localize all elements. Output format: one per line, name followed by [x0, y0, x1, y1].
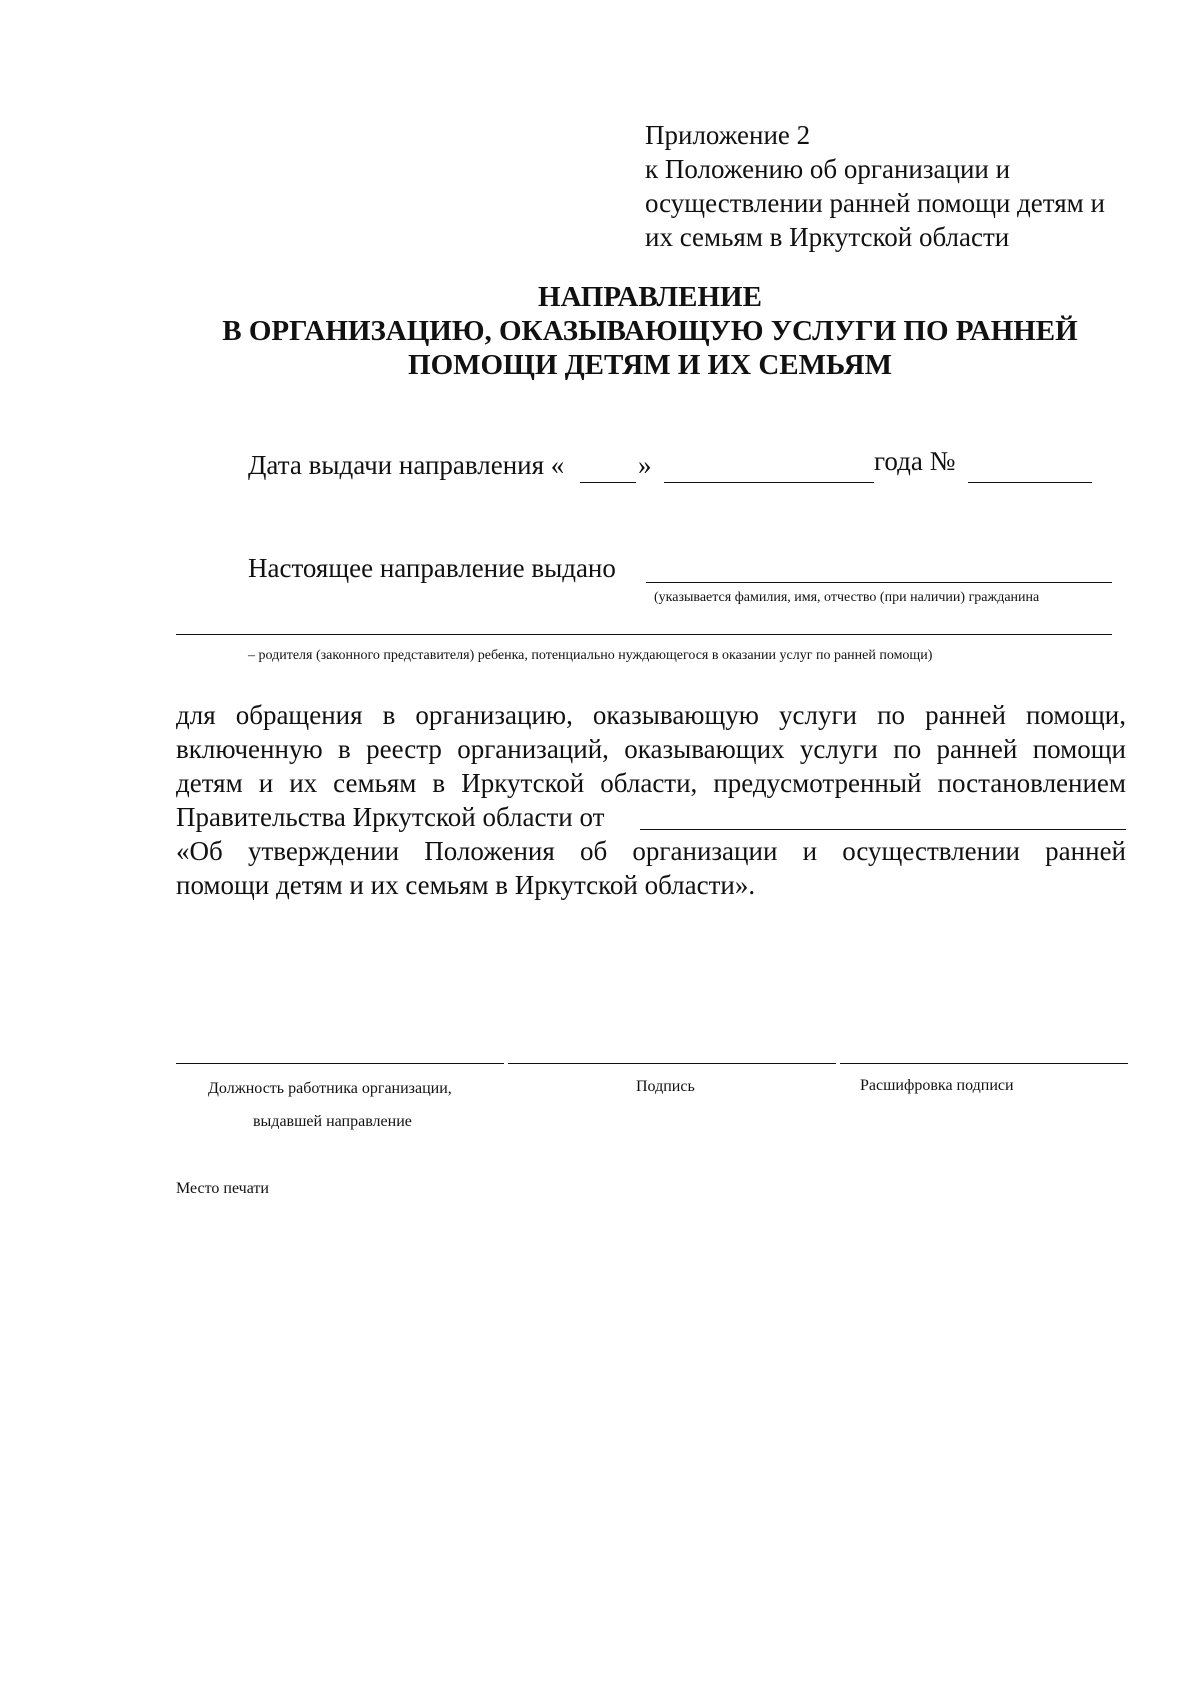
signature-decoding-label: Расшифровка подписи [860, 1077, 1014, 1094]
position-line[interactable] [176, 1063, 504, 1064]
document-subtitle-line-1: В ОРГАНИЗАЦИЮ, ОКАЗЫВАЮЩУЮ УСЛУГИ ПО РАННЕЙ [222, 315, 1078, 347]
issue-date-close-quote: » [638, 450, 652, 480]
issue-number-field[interactable] [968, 482, 1092, 483]
issued-to-name-hint: (указывается фамилия, имя, отчество (при наличии) гражданина [654, 590, 1040, 605]
document-subtitle-line-2: ПОМОЩИ ДЕТЯМ И ИХ СЕМЬЯМ [408, 349, 892, 381]
signature-line[interactable] [508, 1063, 836, 1064]
resolution-date-field[interactable] [640, 829, 1126, 830]
issued-to-role-hint: – родителя (законного представителя) ребенка, потенциально нуждающегося в оказании услуг по ранней помощи) [248, 648, 933, 663]
issue-year-label: года № [874, 446, 956, 476]
appendix-line: осуществлении ранней помощи детям и [645, 188, 1105, 218]
issued-to-label: Настоящее направление выдано [248, 553, 616, 583]
position-label-continued: выдавшей направление [253, 1113, 412, 1130]
issue-date-label: Дата выдачи направления « [248, 450, 565, 480]
appendix-line: их семьям в Иркутской области [645, 222, 1010, 252]
body-paragraph [176, 698, 1126, 902]
position-label: Должность работника организации, [208, 1080, 452, 1097]
signature-decoding-line[interactable] [840, 1063, 1128, 1064]
body-line: детям и их семьям в Иркутской области, предусмотренный постановлением [176, 768, 1126, 798]
body-line: для обращения в организацию, оказывающую услуги по ранней помощи, [176, 700, 1126, 730]
appendix-line: Приложение 2 [645, 120, 811, 150]
signature-label: Подпись [636, 1078, 695, 1095]
appendix-reference [645, 118, 1105, 254]
stamp-place-label: Место печати [176, 1180, 269, 1197]
body-line: «Об утверждении Положения об организации и осуществлении ранней [176, 836, 1126, 866]
document-title: НАПРАВЛЕНИЕ [538, 281, 762, 313]
issue-day-field[interactable] [580, 482, 636, 483]
body-line: помощи детям и их семьям в Иркутской области». [176, 870, 756, 900]
appendix-line: к Положению об организации и [645, 154, 1011, 184]
issue-month-field[interactable] [664, 482, 874, 483]
issued-to-name-field[interactable] [646, 582, 1112, 583]
body-line: включенную в реестр организаций, оказывающих услуги по ранней помощи [176, 734, 1126, 764]
issued-to-name-field-continued[interactable] [176, 634, 1112, 635]
body-line: Правительства Иркутской области от [176, 802, 605, 832]
